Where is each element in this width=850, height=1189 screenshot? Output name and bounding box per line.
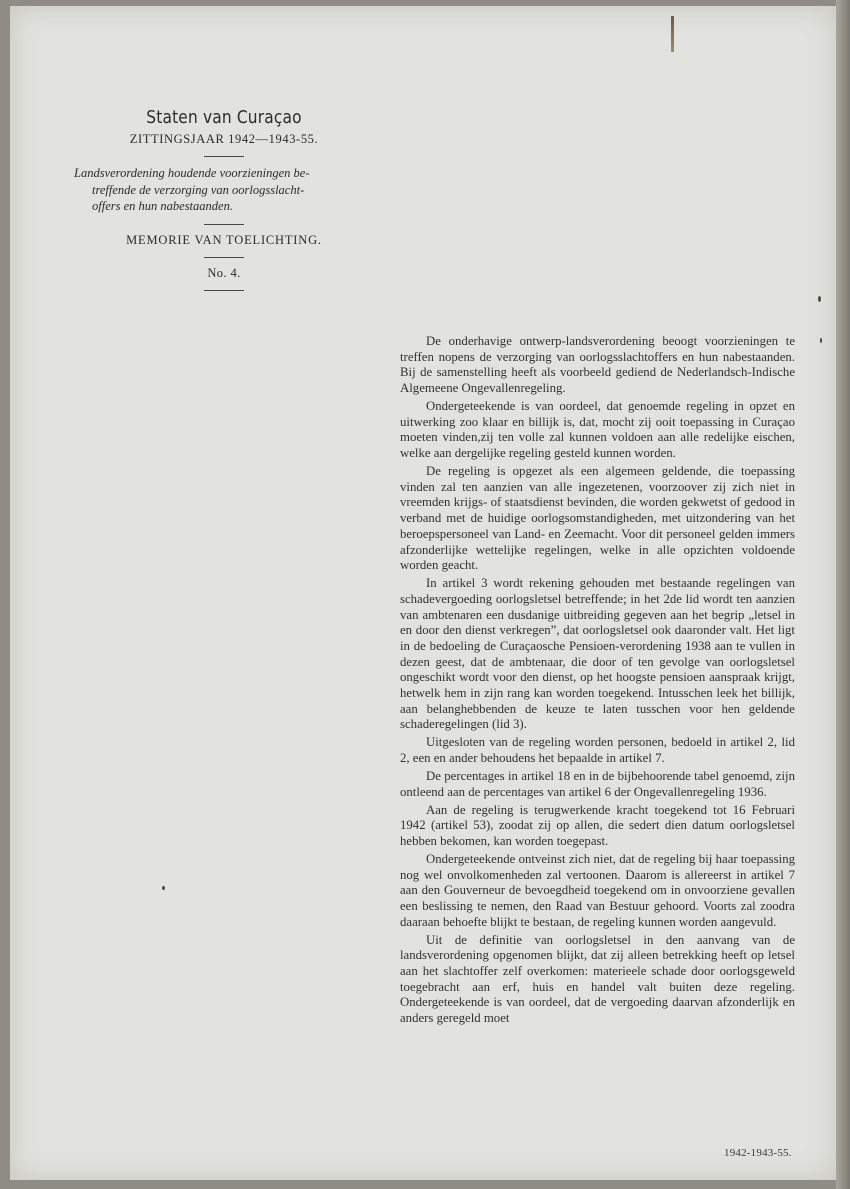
- paper-speck: [162, 886, 165, 890]
- explanatory-text: [400, 334, 795, 1029]
- session-year: ZITTINGSJAAR 1942—1943-55.: [129, 132, 319, 146]
- header-divider: [204, 224, 244, 225]
- body-paragraph: De regeling is opgezet als een algemeen geldende, die toepassing vinden zal ten aanzien van alle ingezetenen, voorzoover zij zich niet in vreemden krijgs- of staatsdienst bevinden, die worden gekwetst of gedood in verband met de huidige oorlogsomstandigheden, met uitzondering van het beroepspersoneel van Land- en Zeemacht. Voor dit personeel gelden immers afzonderlijke wettelijke regelingen, welke in alle opzichten voldoende worden geacht.: [400, 464, 795, 573]
- body-paragraph: Aan de regeling is terugwerkende kracht toegekend tot 16 Februari 1942 (artikel 53), zoodat zij op allen, die sedert dien datum oorlogsletsel hebben bekomen, kan worden toegepast.: [400, 802, 795, 848]
- body-paragraph: Uit de definitie van oorlogsletsel in den aanvang van de landsverordening opgenomen blijkt, dat zij alleen betrekking heeft op letsel aan het slachtoffer zelf overkomen: materieele schade door oorlogsgeweld toegebracht aan erf, huis en handel valt buiten deze regeling. Ondergeteekende is van oordeel, dat de vergoeding daarvan afzonderlijk en anders geregeld moet: [400, 932, 795, 1026]
- subject-line: Landsverordening houdende voorzieningen be-: [74, 166, 310, 180]
- header-divider: [204, 156, 244, 157]
- body-paragraph: De percentages in artikel 18 en in de bijbehoorende tabel genoemd, zijn ontleend aan de percentages van artikel 6 der Ongevallenregeling 1936.: [400, 768, 795, 799]
- memorie-heading: MEMORIE VAN TOELICHTING.: [126, 232, 322, 247]
- subject-line: offers en hun nabestaanden.: [92, 199, 233, 213]
- document-header: [72, 106, 376, 299]
- body-paragraph: Uitgesloten van de regeling worden personen, bedoeld in artikel 2, lid 2, een en ander behoudens het bepaalde in artikel 7.: [400, 735, 795, 766]
- header-divider: [204, 257, 244, 258]
- document-number: No. 4.: [207, 265, 241, 280]
- body-paragraph: De onderhavige ontwerp-landsverordening beoogt voorzieningen te treffen nopens de verzorging van oorlogsslachtoffers en hun nabestaanden. Bij de samenstelling heeft als voorbeeld gediend de Nederlandsch-Indische Algemeene Ongevallenregeling.: [400, 334, 795, 396]
- body-paragraph: In artikel 3 wordt rekening gehouden met bestaande regelingen van schadevergoeding oorlogsletsel betreffende; in het 2de lid wordt ten aanzien van ambtenaren een dusdanige uitbreiding gegeven aan het begrip „letsel in en door den dienst verkregen”, dat oorlogsletsel ook daaronder valt. Het ligt in de bedoeling de Curaçaosche Pensioen-verordening 1938 aan te vullen in dezen geest, dat de ambtenaar, die door of ten gevolge van oorlogsletsel ongeschikt wordt voor den dienst, op het hoogste pensioen aanspraak krijgt, hetwelk hem in zijn rang kan worden toegekend. Intusschen leek het billijk, aan belanghebbenden de keuze te laten tusschen voor hen geldende schaderegelingen (lid 3).: [400, 576, 795, 732]
- header-divider: [204, 290, 244, 291]
- body-paragraph: Ondergeteekende ontveinst zich niet, dat de regeling bij haar toepassing nog wel onvolkomenheden zal vertoonen. Daarom is allereerst in artikel 7 aan den Gouverneur de bevoegdheid toegekend om in onvoorziene gevallen een beslissing te nemen, den Raad van Bestuur gehoord. Voorts zal zoodra daaraan behoefte blijkt te bestaan, de regeling kunnen worden aangevuld.: [400, 851, 795, 929]
- scan-border: [836, 0, 850, 1189]
- document-title: Staten van Curaçao: [146, 108, 302, 128]
- paper-speck: [818, 296, 821, 302]
- body-paragraph: Ondergeteekende is van oordeel, dat genoemde regeling in opzet en uitwerking zoo klaar en billijk is, dat, mocht zij ooit toepassing in Curaçao moeten vinden,zij ten volle zal kunnen voldoen aan alle redelijke eischen, welke aan dergelijke regeling gesteld kunnen worden.: [400, 399, 795, 461]
- document-page: [10, 6, 836, 1180]
- subject-description: [72, 165, 376, 215]
- subject-line: treffende de verzorging van oorlogsslacht-: [92, 182, 305, 197]
- page-footer-code: 1942-1943-55.: [724, 1147, 792, 1159]
- paper-speck: [820, 338, 822, 343]
- binding-mark: [671, 16, 674, 52]
